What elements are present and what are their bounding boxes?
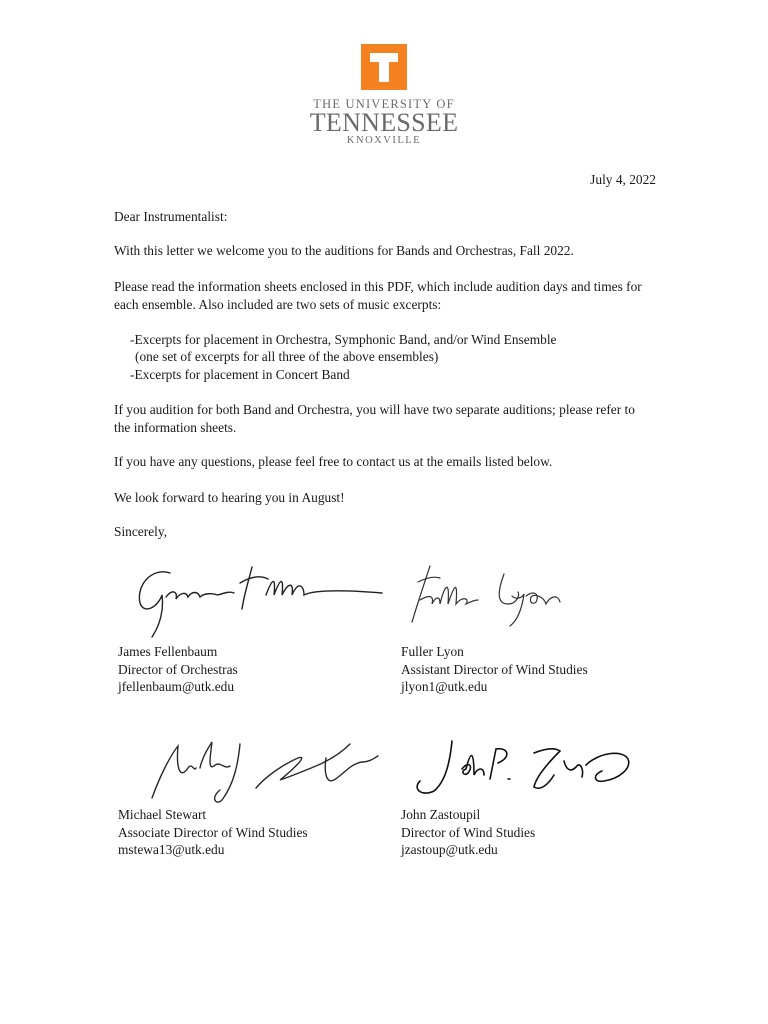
closing: Sincerely, xyxy=(114,524,168,539)
letterhead xyxy=(0,44,768,146)
paragraph-welcome: With this letter we welcome you to the auditions for Bands and Orchestras, Fall 2022. xyxy=(114,243,574,258)
paragraph-forward: We look forward to hearing you in August! xyxy=(114,490,345,505)
list-item-excerpts-orchestra: -Excerpts for placement in Orchestra, Symphonic Band, and/or Wind Ensemble xyxy=(130,332,557,347)
signer-email[interactable]: jlyon1@utk.edu xyxy=(401,679,488,694)
signer-email[interactable]: jfellenbaum@utk.edu xyxy=(118,679,235,694)
signer-email[interactable]: mstewa13@utk.edu xyxy=(118,842,225,857)
paragraph-info: Please read the information sheets enclosed in this PDF, which include audition days and times for each ensemble. Also included are two sets of music excerpts: xyxy=(114,279,642,312)
signer-title: Assistant Director of Wind Studies xyxy=(401,661,588,677)
signer-name: John Zastoupil xyxy=(401,807,481,822)
salutation: Dear Instrumentalist: xyxy=(114,209,228,224)
signer-block-fellenbaum xyxy=(118,643,238,696)
paragraph-questions: If you have any questions, please feel free to contact us at the emails listed below. xyxy=(114,454,553,469)
signer-title: Associate Director of Wind Studies xyxy=(118,824,308,840)
signer-block-zastoupil xyxy=(401,806,535,859)
signature-james-fellenbaum xyxy=(132,555,392,640)
signature-michael-stewart xyxy=(130,728,390,808)
signer-block-lyon xyxy=(401,643,588,696)
signer-name: James Fellenbaum xyxy=(118,644,218,659)
signer-name: Michael Stewart xyxy=(118,807,207,822)
letterhead-line3: KNOXVILLE xyxy=(346,135,422,146)
letterhead-line2: TENNESSEE xyxy=(309,108,459,137)
signer-email[interactable]: jzastoup@utk.edu xyxy=(401,842,498,857)
letter-date: July 4, 2022 xyxy=(590,172,656,187)
signer-block-stewart xyxy=(118,806,308,859)
paragraph-both: If you audition for both Band and Orchestra, you will have two separate auditions; please refer to the information sheets. xyxy=(114,402,635,435)
signer-title: Director of Orchestras xyxy=(118,661,238,677)
letterhead-line1: THE UNIVERSITY OF xyxy=(313,97,455,111)
signature-john-zastoupil xyxy=(408,735,638,805)
list-item-note: (one set of excerpts for all three of the above ensembles) xyxy=(135,349,439,364)
signature-fuller-lyon xyxy=(400,560,570,635)
signer-name: Fuller Lyon xyxy=(401,644,464,659)
university-logo-icon xyxy=(361,44,407,90)
list-item-excerpts-concert: -Excerpts for placement in Concert Band xyxy=(130,367,350,382)
signer-title: Director of Wind Studies xyxy=(401,824,536,840)
